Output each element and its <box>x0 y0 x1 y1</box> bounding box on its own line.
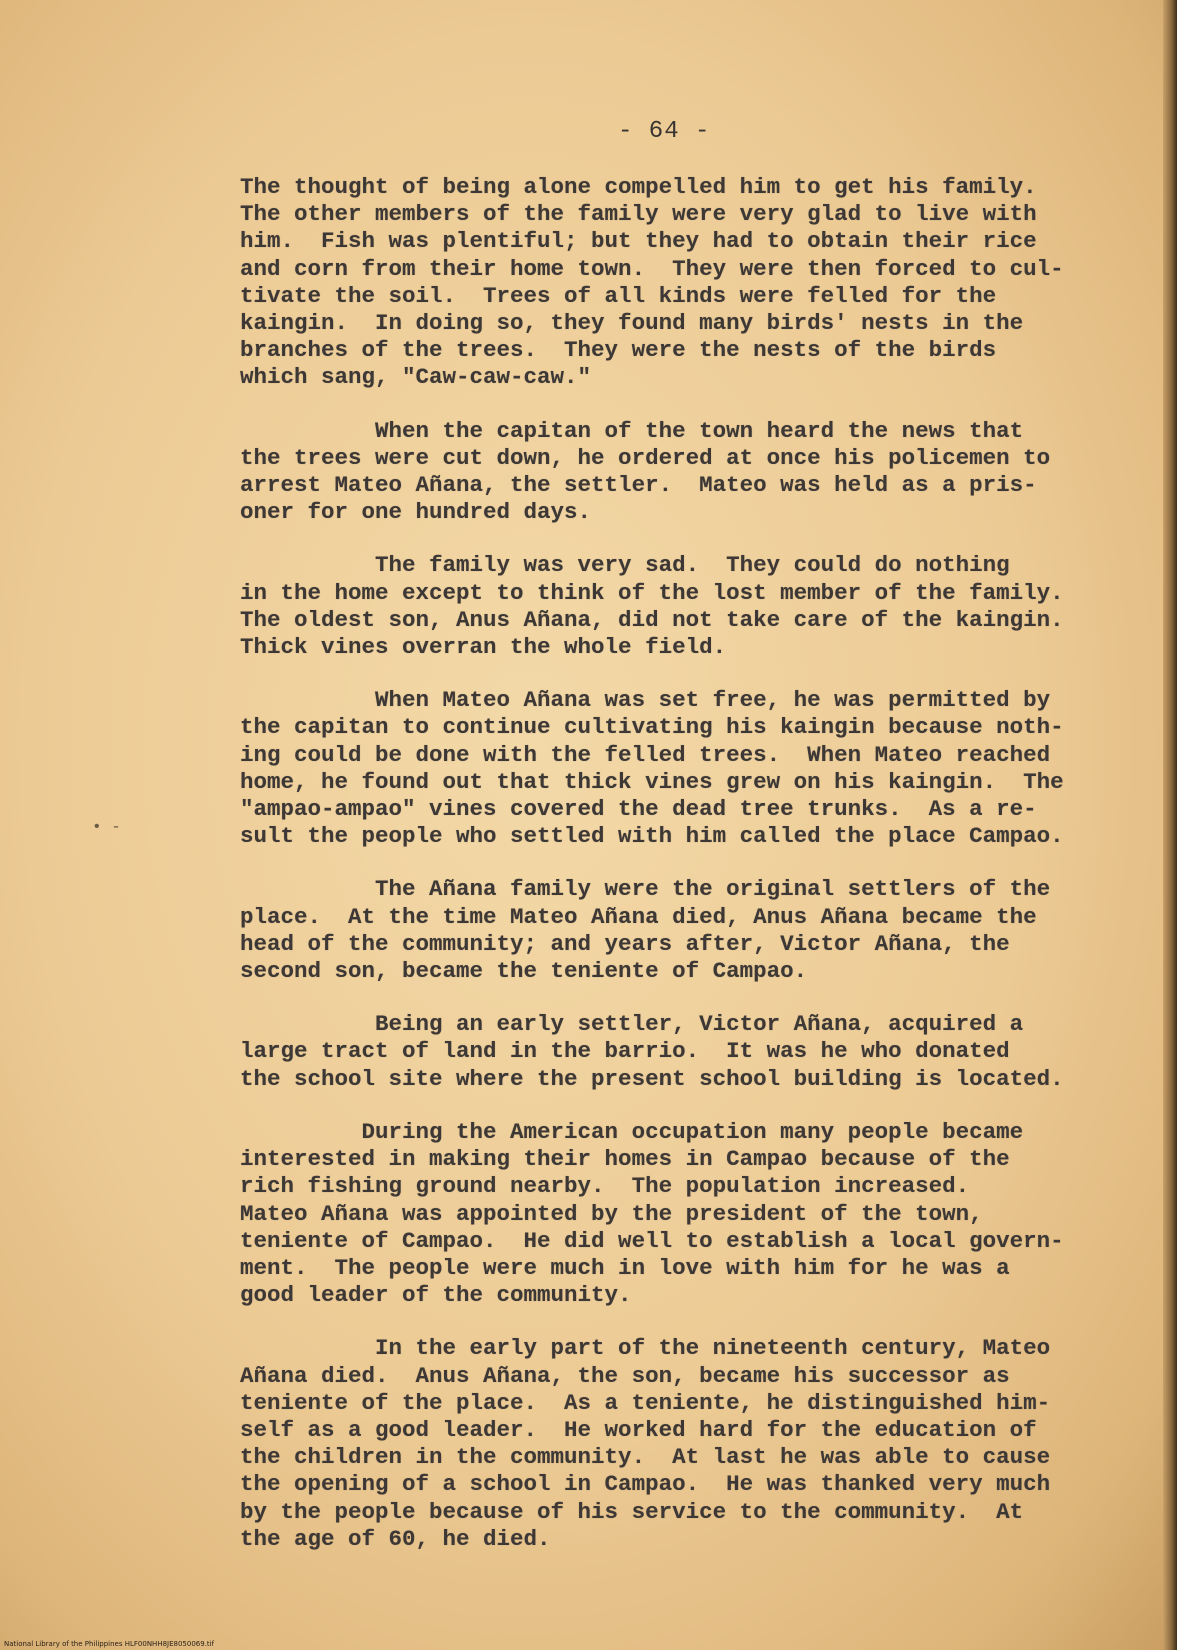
text-line: During the American occupation many people became <box>240 1118 1024 1145</box>
paragraph <box>240 687 1070 850</box>
text-line: ing could be done with the felled trees. When Mateo reached <box>240 741 1051 768</box>
text-line: him. Fish was plentiful; but they had to obtain their rice <box>240 228 1037 255</box>
paragraph <box>240 174 1070 392</box>
text-line: The Añana family were the original settlers of the <box>240 876 1051 903</box>
text-line: When Mateo Añana was set free, he was permitted by <box>240 687 1051 714</box>
page-number: - 64 - <box>618 118 711 145</box>
text-line: Thick vines overran the whole field. <box>240 634 727 661</box>
text-line: rich fishing ground nearby. The population increased. <box>240 1173 970 1200</box>
text-line: by the people because of his service to the community. At <box>240 1498 1024 1525</box>
typed-text-body <box>240 174 1070 1579</box>
text-line: the school site where the present school building is located. <box>240 1065 1064 1092</box>
paragraph <box>240 1119 1070 1309</box>
text-line: second son, became the teniente of Campao. <box>240 958 808 985</box>
text-line: and corn from their home town. They were then forced to cul- <box>240 255 1064 282</box>
text-line: the opening of a school in Campao. He was thanked very much <box>240 1471 1051 1498</box>
text-line: in the home except to think of the lost member of the family. <box>240 579 1064 606</box>
text-line: The other members of the family were very glad to live with <box>240 201 1037 228</box>
archive-footer: National Library of the Philippines HLF00NHH8JE8050069.tif <box>4 1640 215 1648</box>
text-line: In the early part of the nineteenth century, Mateo <box>240 1335 1051 1362</box>
text-line: When the capitan of the town heard the news that <box>240 417 1024 444</box>
text-line: The family was very sad. They could do nothing <box>240 552 1010 579</box>
paragraph <box>240 1335 1070 1553</box>
text-line: Being an early settler, Victor Añana, acquired a <box>240 1011 1024 1038</box>
margin-mark: • - <box>92 818 121 836</box>
text-line: teniente of the place. As a teniente, he distinguished him- <box>240 1389 1051 1416</box>
text-line: which sang, "Caw-caw-caw." <box>240 364 592 391</box>
text-line: Mateo Añana was appointed by the president of the town, <box>240 1200 983 1227</box>
page-edge-shadow <box>1163 0 1177 1650</box>
text-line: teniente of Campao. He did well to establish a local govern- <box>240 1227 1064 1254</box>
paragraph <box>240 418 1070 527</box>
text-line: oner for one hundred days. <box>240 499 592 526</box>
text-line: The thought of being alone compelled him to get his family. <box>240 174 1037 200</box>
text-line: the age of 60, he died. <box>240 1525 551 1552</box>
paragraph <box>240 1011 1070 1093</box>
text-line: head of the community; and years after, Victor Añana, the <box>240 930 1010 957</box>
text-line: branches of the trees. They were the nests of the birds <box>240 337 997 364</box>
text-line: interested in making their homes in Campao because of the <box>240 1146 1010 1173</box>
text-line: ment. The people were much in love with him for he was a <box>240 1254 1010 1281</box>
text-line: home, he found out that thick vines grew on his kaingin. The <box>240 768 1064 795</box>
text-line: sult the people who settled with him called the place Campao. <box>240 823 1064 850</box>
text-line: the children in the community. At last he was able to cause <box>240 1444 1051 1471</box>
text-line: arrest Mateo Añana, the settler. Mateo was held as a pris- <box>240 472 1037 499</box>
text-line: the capitan to continue cultivating his kaingin because noth- <box>240 714 1064 741</box>
text-line: tivate the soil. Trees of all kinds were felled for the <box>240 282 997 309</box>
text-line: The oldest son, Anus Añana, did not take care of the kaingin. <box>240 606 1064 633</box>
text-line: place. At the time Mateo Añana died, Anus Añana became the <box>240 903 1037 930</box>
text-line: large tract of land in the barrio. It was he who donated <box>240 1038 1010 1065</box>
paragraph <box>240 552 1070 661</box>
text-line: good leader of the community. <box>240 1282 632 1309</box>
text-line: self as a good leader. He worked hard for the education of <box>240 1416 1037 1443</box>
text-line: "ampao-ampao" vines covered the dead tree trunks. As a re- <box>240 796 1037 823</box>
text-line: the trees were cut down, he ordered at once his policemen to <box>240 444 1051 471</box>
text-line: kaingin. In doing so, they found many birds' nests in the <box>240 310 1024 337</box>
paragraph <box>240 876 1070 985</box>
text-line: Añana died. Anus Añana, the son, became his successor as <box>240 1362 1010 1389</box>
